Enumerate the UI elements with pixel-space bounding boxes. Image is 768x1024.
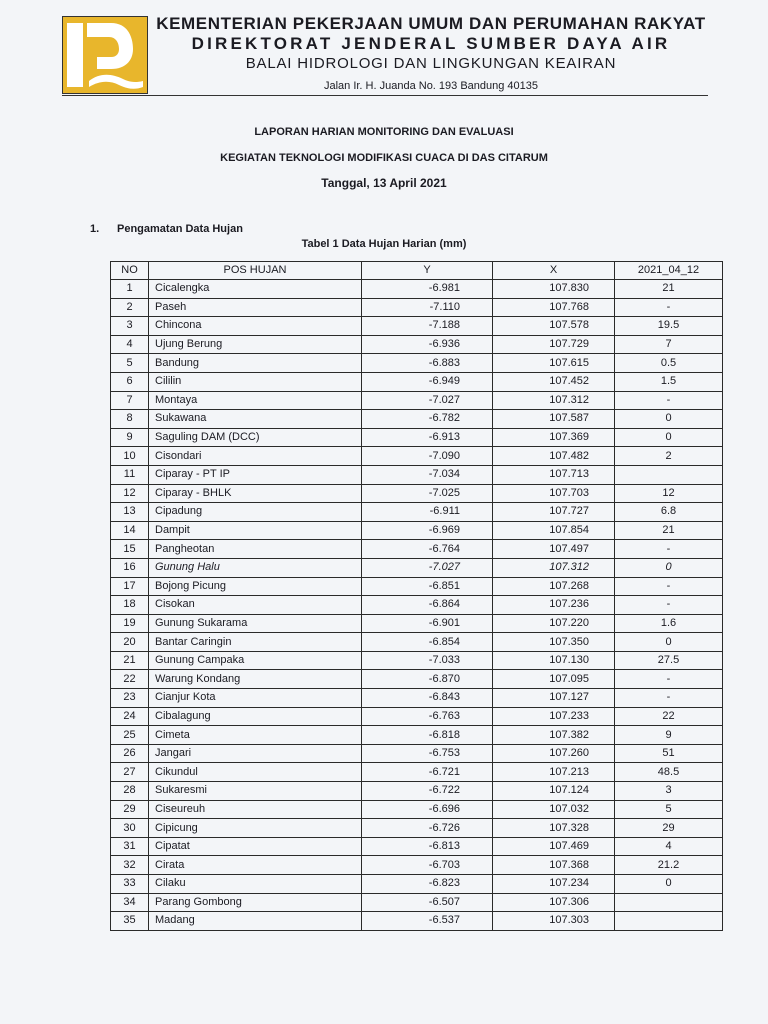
cell-no: 18: [111, 596, 149, 615]
cell-x: 107.615: [493, 354, 615, 373]
cell-x: 107.234: [493, 875, 615, 894]
cell-no: 11: [111, 465, 149, 484]
cell-station: Bojong Picung: [149, 577, 362, 596]
cell-no: 31: [111, 837, 149, 856]
cell-station: Parang Gombong: [149, 893, 362, 912]
cell-rainfall: 21: [615, 521, 723, 540]
table-row: [111, 763, 723, 782]
cell-station: Ciseureuh: [149, 800, 362, 819]
table-row: [111, 596, 723, 615]
cell-station: Cisokan: [149, 596, 362, 615]
report-subtitle: KEGIATAN TEKNOLOGI MODIFIKASI CUACA DI DAS CITARUM: [220, 152, 548, 164]
cell-y: -7.188: [362, 317, 493, 336]
cell-rainfall: 0: [615, 410, 723, 429]
cell-rainfall: 29: [615, 819, 723, 838]
cell-y: -7.027: [362, 558, 493, 577]
cell-y: -7.090: [362, 447, 493, 466]
cell-no: 23: [111, 689, 149, 708]
cell-no: 5: [111, 354, 149, 373]
cell-station: Cibalagung: [149, 707, 362, 726]
cell-rainfall: 6.8: [615, 503, 723, 522]
cell-y: -6.813: [362, 837, 493, 856]
cell-y: -6.823: [362, 875, 493, 894]
table-row: [111, 484, 723, 503]
cell-no: 4: [111, 335, 149, 354]
cell-station: Ciparay - BHLK: [149, 484, 362, 503]
table-body: [111, 280, 723, 931]
cell-rainfall: 27.5: [615, 651, 723, 670]
header-date: 2021_04_12: [615, 262, 723, 280]
cell-x: 107.727: [493, 503, 615, 522]
cell-no: 26: [111, 744, 149, 763]
cell-no: 14: [111, 521, 149, 540]
table-row: [111, 912, 723, 931]
cell-rainfall: 0: [615, 428, 723, 447]
cell-x: 107.213: [493, 763, 615, 782]
cell-no: 15: [111, 540, 149, 559]
report-date: Tanggal, 13 April 2021: [321, 176, 447, 190]
letterhead-text: [154, 14, 708, 93]
cell-rainfall: 21: [615, 280, 723, 299]
table-row: [111, 670, 723, 689]
cell-rainfall: 12: [615, 484, 723, 503]
cell-no: 20: [111, 633, 149, 652]
cell-rainfall: 1.6: [615, 614, 723, 633]
cell-x: 107.830: [493, 280, 615, 299]
cell-station: Bantar Caringin: [149, 633, 362, 652]
table-row: [111, 372, 723, 391]
cell-rainfall: 1.5: [615, 372, 723, 391]
cell-rainfall: 2: [615, 447, 723, 466]
cell-x: 107.369: [493, 428, 615, 447]
cell-no: 35: [111, 912, 149, 931]
cell-x: 107.729: [493, 335, 615, 354]
table-caption: Tabel 1 Data Hujan Harian (mm): [301, 238, 467, 250]
cell-rainfall: 9: [615, 726, 723, 745]
cell-x: 107.312: [493, 558, 615, 577]
cell-x: 107.587: [493, 410, 615, 429]
cell-y: -6.696: [362, 800, 493, 819]
cell-station: Sukaresmi: [149, 782, 362, 801]
cell-x: 107.328: [493, 819, 615, 838]
cell-no: 8: [111, 410, 149, 429]
cell-rainfall: -: [615, 689, 723, 708]
cell-no: 13: [111, 503, 149, 522]
cell-station: Cipicung: [149, 819, 362, 838]
cell-y: -6.883: [362, 354, 493, 373]
cell-station: Bandung: [149, 354, 362, 373]
table-row: [111, 577, 723, 596]
table-row: [111, 689, 723, 708]
table-row: [111, 280, 723, 299]
cell-station: Pangheotan: [149, 540, 362, 559]
report-title: LAPORAN HARIAN MONITORING DAN EVALUASI: [254, 126, 514, 138]
cell-no: 6: [111, 372, 149, 391]
cell-station: Cipadung: [149, 503, 362, 522]
cell-station: Cimeta: [149, 726, 362, 745]
cell-x: 107.236: [493, 596, 615, 615]
cell-station: Dampit: [149, 521, 362, 540]
cell-no: 1: [111, 280, 149, 299]
cell-rainfall: 0: [615, 633, 723, 652]
cell-x: 107.127: [493, 689, 615, 708]
cell-y: -6.843: [362, 689, 493, 708]
cell-no: 34: [111, 893, 149, 912]
table-row: [111, 707, 723, 726]
cell-rainfall: 22: [615, 707, 723, 726]
cell-no: 24: [111, 707, 149, 726]
cell-y: -6.753: [362, 744, 493, 763]
cell-rainfall: [615, 465, 723, 484]
cell-station: Cicalengka: [149, 280, 362, 299]
org-name-line2: DIREKTORAT JENDERAL SUMBER DAYA AIR: [191, 34, 671, 53]
section-title: Pengamatan Data Hujan: [117, 223, 243, 235]
cell-y: -6.913: [362, 428, 493, 447]
header-pos-hujan: POS HUJAN: [149, 262, 362, 280]
cell-x: 107.382: [493, 726, 615, 745]
letterhead: [62, 14, 708, 96]
cell-x: 107.268: [493, 577, 615, 596]
cell-y: -6.818: [362, 726, 493, 745]
cell-rainfall: 51: [615, 744, 723, 763]
cell-x: 107.768: [493, 298, 615, 317]
cell-y: -7.027: [362, 391, 493, 410]
cell-station: Gunung Halu: [149, 558, 362, 577]
cell-no: 19: [111, 614, 149, 633]
cell-station: Jangari: [149, 744, 362, 763]
cell-y: -6.726: [362, 819, 493, 838]
letterhead-divider: [62, 95, 708, 96]
table-row: [111, 893, 723, 912]
table-row: [111, 447, 723, 466]
rainfall-table: [110, 261, 723, 931]
table-row: [111, 726, 723, 745]
cell-rainfall: 19.5: [615, 317, 723, 336]
cell-x: 107.095: [493, 670, 615, 689]
cell-no: 17: [111, 577, 149, 596]
cell-no: 10: [111, 447, 149, 466]
cell-x: 107.312: [493, 391, 615, 410]
cell-rainfall: 0: [615, 558, 723, 577]
cell-y: -6.981: [362, 280, 493, 299]
table-row: [111, 651, 723, 670]
cell-rainfall: 0.5: [615, 354, 723, 373]
cell-no: 32: [111, 856, 149, 875]
table-row: [111, 317, 723, 336]
table-row: [111, 856, 723, 875]
cell-station: Montaya: [149, 391, 362, 410]
table-row: [111, 428, 723, 447]
cell-y: -6.721: [362, 763, 493, 782]
cell-rainfall: -: [615, 670, 723, 689]
org-name-line3: BALAI HIDROLOGI DAN LINGKUNGAN KEAIRAN: [245, 55, 617, 72]
cell-x: 107.578: [493, 317, 615, 336]
table-row: [111, 465, 723, 484]
cell-x: 107.260: [493, 744, 615, 763]
cell-y: -6.936: [362, 335, 493, 354]
cell-no: 9: [111, 428, 149, 447]
cell-rainfall: 48.5: [615, 763, 723, 782]
cell-rainfall: 5: [615, 800, 723, 819]
header-x: X: [493, 262, 615, 280]
table-row: [111, 354, 723, 373]
cell-y: -6.901: [362, 614, 493, 633]
cell-no: 7: [111, 391, 149, 410]
cell-y: -6.851: [362, 577, 493, 596]
table-row: [111, 782, 723, 801]
cell-x: 107.233: [493, 707, 615, 726]
cell-no: 27: [111, 763, 149, 782]
cell-no: 16: [111, 558, 149, 577]
cell-y: -6.763: [362, 707, 493, 726]
section-heading: [90, 223, 243, 235]
cell-y: -6.537: [362, 912, 493, 931]
table-row: [111, 819, 723, 838]
table-row: [111, 614, 723, 633]
table-row: [111, 875, 723, 894]
section-number: 1.: [90, 223, 100, 235]
cell-x: 107.469: [493, 837, 615, 856]
cell-station: Saguling DAM (DCC): [149, 428, 362, 447]
cell-rainfall: [615, 893, 723, 912]
table-row: [111, 837, 723, 856]
cell-no: 22: [111, 670, 149, 689]
cell-rainfall: -: [615, 391, 723, 410]
header-no: NO: [111, 262, 149, 280]
cell-station: Gunung Sukarama: [149, 614, 362, 633]
cell-rainfall: -: [615, 577, 723, 596]
cell-no: 28: [111, 782, 149, 801]
cell-station: Cipatat: [149, 837, 362, 856]
cell-y: -6.854: [362, 633, 493, 652]
cell-x: 107.220: [493, 614, 615, 633]
cell-y: -7.034: [362, 465, 493, 484]
cell-y: -7.025: [362, 484, 493, 503]
table-row: [111, 503, 723, 522]
cell-x: 107.703: [493, 484, 615, 503]
cell-station: Cianjur Kota: [149, 689, 362, 708]
cell-station: Ujung Berung: [149, 335, 362, 354]
cell-station: Cisondari: [149, 447, 362, 466]
cell-station: Madang: [149, 912, 362, 931]
table-row: [111, 298, 723, 317]
table-row: [111, 521, 723, 540]
cell-station: Cilaku: [149, 875, 362, 894]
cell-x: 107.130: [493, 651, 615, 670]
table-row: [111, 744, 723, 763]
cell-x: 107.124: [493, 782, 615, 801]
cell-y: -6.911: [362, 503, 493, 522]
cell-x: 107.306: [493, 893, 615, 912]
org-address: Jalan Ir. H. Juanda No. 193 Bandung 40135: [323, 80, 539, 92]
cell-station: Paseh: [149, 298, 362, 317]
org-name-line1: KEMENTERIAN PEKERJAAN UMUM DAN PERUMAHAN RAKYAT: [156, 14, 706, 33]
table-row: [111, 800, 723, 819]
cell-station: Warung Kondang: [149, 670, 362, 689]
cell-x: 107.368: [493, 856, 615, 875]
cell-y: -6.764: [362, 540, 493, 559]
cell-x: 107.713: [493, 465, 615, 484]
table-row: [111, 558, 723, 577]
cell-y: -6.722: [362, 782, 493, 801]
cell-no: 33: [111, 875, 149, 894]
cell-rainfall: -: [615, 596, 723, 615]
cell-no: 2: [111, 298, 149, 317]
cell-y: -6.507: [362, 893, 493, 912]
cell-rainfall: 7: [615, 335, 723, 354]
table-row: [111, 410, 723, 429]
cell-rainfall: -: [615, 298, 723, 317]
cell-no: 29: [111, 800, 149, 819]
cell-rainfall: -: [615, 540, 723, 559]
cell-x: 107.032: [493, 800, 615, 819]
cell-x: 107.303: [493, 912, 615, 931]
cell-station: Chincona: [149, 317, 362, 336]
cell-no: 30: [111, 819, 149, 838]
cell-no: 25: [111, 726, 149, 745]
cell-station: Sukawana: [149, 410, 362, 429]
cell-x: 107.497: [493, 540, 615, 559]
cell-y: -7.033: [362, 651, 493, 670]
cell-station: Cirata: [149, 856, 362, 875]
cell-station: Cililin: [149, 372, 362, 391]
cell-y: -6.864: [362, 596, 493, 615]
cell-x: 107.452: [493, 372, 615, 391]
table-row: [111, 335, 723, 354]
ministry-logo-icon: [63, 17, 147, 93]
cell-y: -6.949: [362, 372, 493, 391]
cell-y: -6.969: [362, 521, 493, 540]
cell-y: -6.782: [362, 410, 493, 429]
cell-rainfall: 3: [615, 782, 723, 801]
cell-y: -6.703: [362, 856, 493, 875]
cell-y: -6.870: [362, 670, 493, 689]
cell-rainfall: 4: [615, 837, 723, 856]
table-row: [111, 391, 723, 410]
cell-x: 107.854: [493, 521, 615, 540]
ministry-logo: [62, 16, 148, 94]
cell-no: 3: [111, 317, 149, 336]
cell-no: 21: [111, 651, 149, 670]
cell-rainfall: 21.2: [615, 856, 723, 875]
table-row: [111, 540, 723, 559]
header-y: Y: [362, 262, 493, 280]
cell-rainfall: 0: [615, 875, 723, 894]
cell-y: -7.110: [362, 298, 493, 317]
cell-station: Cikundul: [149, 763, 362, 782]
cell-no: 12: [111, 484, 149, 503]
cell-x: 107.482: [493, 447, 615, 466]
table-row: [111, 633, 723, 652]
cell-rainfall: [615, 912, 723, 931]
cell-station: Ciparay - PT IP: [149, 465, 362, 484]
table-header-row: [111, 262, 723, 280]
cell-x: 107.350: [493, 633, 615, 652]
cell-station: Gunung Campaka: [149, 651, 362, 670]
